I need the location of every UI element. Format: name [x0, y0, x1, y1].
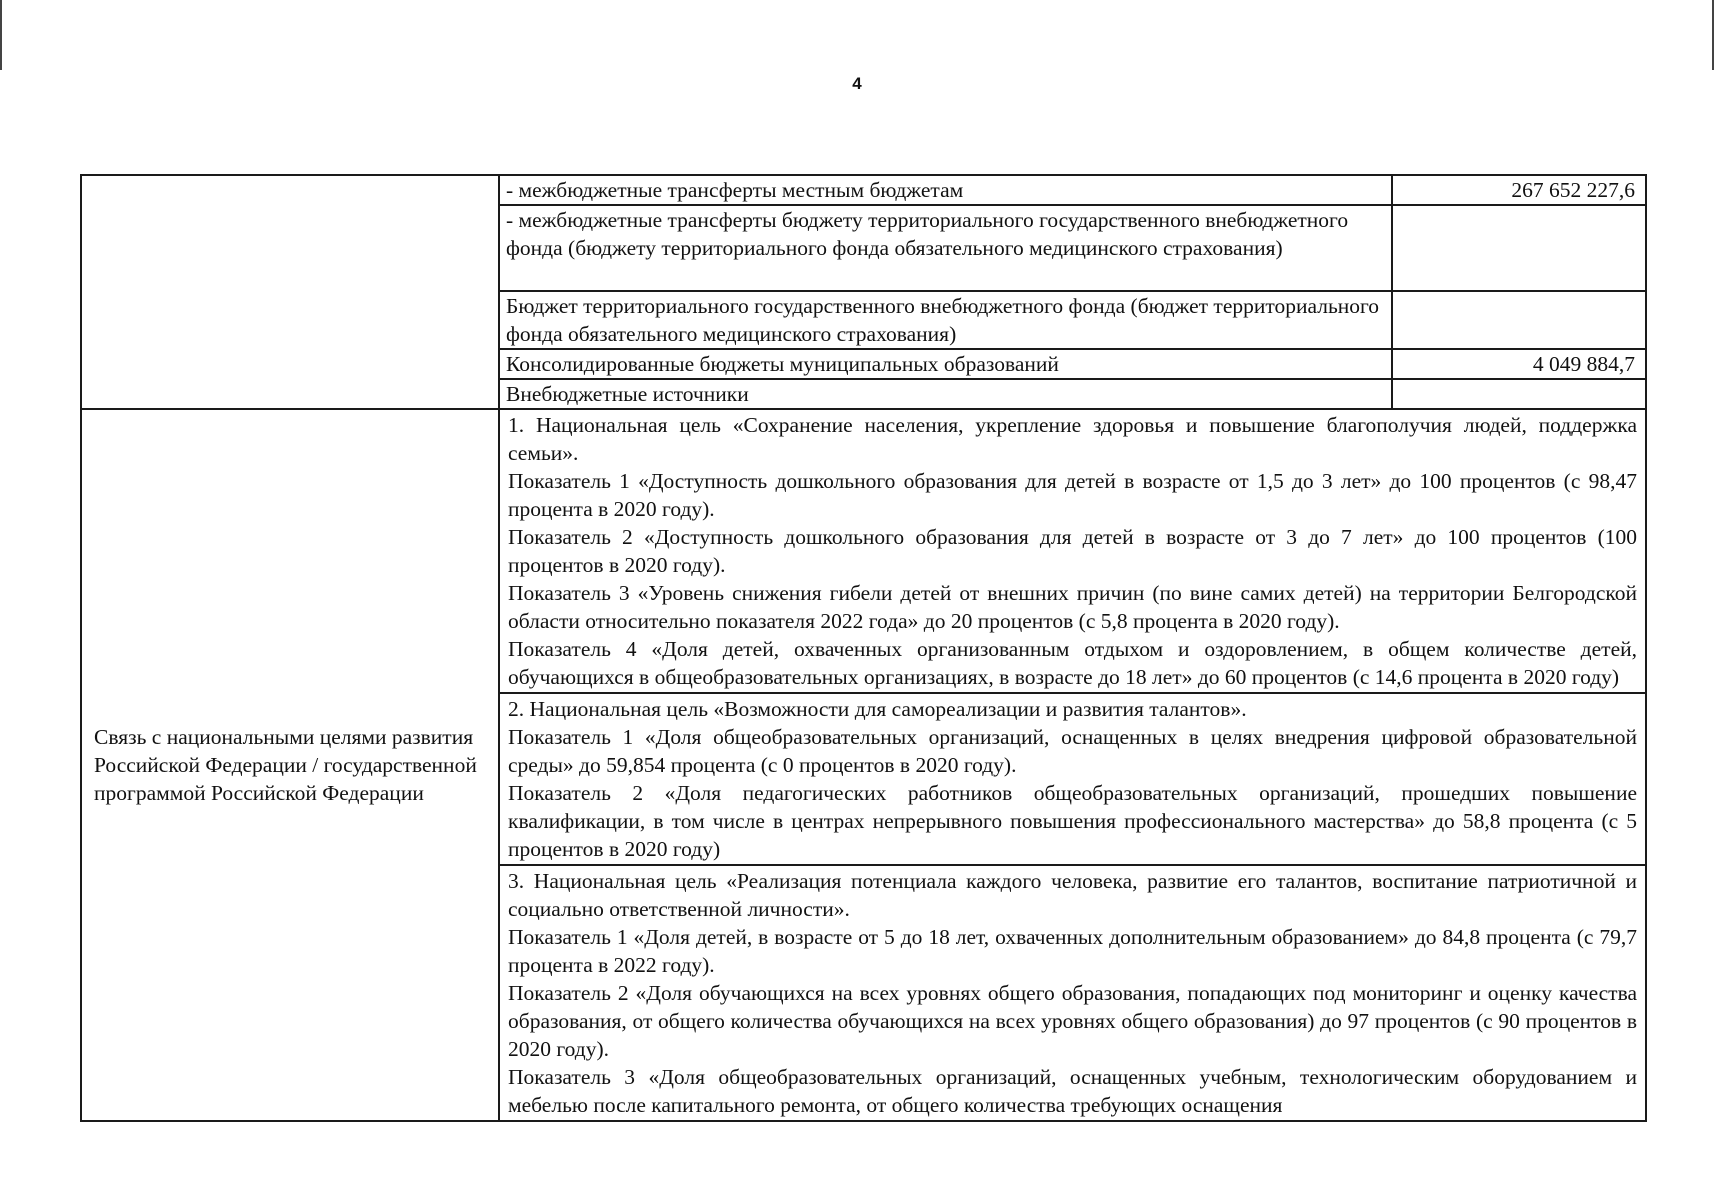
- goal-heading: 1. Национальная цель «Сохранение населения, укрепление здоровья и повышение благополучия людей, поддержка семьи».: [508, 413, 1637, 465]
- table-row: [81, 409, 1646, 693]
- passport-table: [80, 174, 1647, 1122]
- budget-amount-cell: [1392, 291, 1646, 349]
- budget-label-cell: Бюджет территориального государственного внебюджетного фонда (бюджет территориального фонда обязательного медицинского страхования): [499, 291, 1392, 349]
- indicator-text: Показатель 3 «Уровень снижения гибели детей от внешних причин (по вине самих детей) на территории Белгородской области относительно показателя 2022 года» до 20 процентов (с 5,8 процента в 2020 году).: [508, 581, 1637, 633]
- budget-amount-cell: 4 049 884,7: [1392, 349, 1646, 379]
- indicator-text: Показатель 3 «Доля общеобразовательных организаций, оснащенных учебным, технологическим оборудованием и мебелью после капитального ремонта, от общего количества требующих оснащения: [508, 1065, 1637, 1117]
- indicator-text: Показатель 2 «Доля педагогических работников общеобразовательных организаций, прошедших повышение квалификации, в том числе в центрах непрерывного повышения профессионального мастерства» до 58,8 процента (с 5 процентов в 2020 году): [508, 781, 1637, 861]
- indicator-text: Показатель 1 «Доступность дошкольного образования для детей в возрасте от 1,5 до 3 лет» до 100 процентов (с 98,47 процента в 2020 году).: [508, 469, 1637, 521]
- indicator-text: Показатель 1 «Доля детей, в возрасте от 5 до 18 лет, охваченных дополнительным образованием» до 84,8 процента (с 79,7 процента в 2022 году).: [508, 925, 1637, 977]
- national-goals-link-label: Связь с национальными целями развития Российской Федерации / государственной программой Российской Федерации: [81, 409, 499, 1121]
- budget-amount-cell: [1392, 205, 1646, 291]
- indicator-text: Показатель 1 «Доля общеобразовательных организаций, оснащенных в целях внедрения цифровой образовательной среды» до 59,854 процента (с 0 процентов в 2020 году).: [508, 725, 1637, 777]
- budget-amount-cell: [1392, 379, 1646, 409]
- goal-heading: 3. Национальная цель «Реализация потенциала каждого человека, развитие его талантов, воспитание патриотичной и социально ответственной личности».: [508, 869, 1637, 921]
- budget-label-cell: Внебюджетные источники: [499, 379, 1392, 409]
- goal-heading: 2. Национальная цель «Возможности для самореализации и развития талантов».: [508, 697, 1247, 721]
- table-row: [81, 175, 1646, 205]
- budget-label-cell: - межбюджетные трансферты местным бюджетам: [499, 175, 1392, 205]
- scan-edge-mark: [0, 0, 2, 70]
- indicator-text: Показатель 2 «Доля обучающихся на всех уровнях общего образования, попадающих под мониторинг и оценку качества образования, от общего количества обучающихся на всех уровнях общего образования) до 97 процентов (с 90 процентов в 2020 году).: [508, 981, 1637, 1061]
- budget-amount-cell: 267 652 227,6: [1392, 175, 1646, 205]
- empty-label-cell: [81, 175, 499, 409]
- page-number: 4: [852, 74, 862, 93]
- national-goal-block-3: [499, 865, 1646, 1121]
- indicator-text: Показатель 2 «Доступность дошкольного образования для детей в возрасте от 3 до 7 лет» до 100 процентов (100 процентов в 2020 году).: [508, 525, 1637, 577]
- budget-label-cell: Консолидированные бюджеты муниципальных образований: [499, 349, 1392, 379]
- national-goal-block-2: [499, 693, 1646, 865]
- budget-label-cell: - межбюджетные трансферты бюджету территориального государственного внебюджетного фонда (бюджету территориального фонда обязательного медицинского страхования): [499, 205, 1392, 291]
- national-goal-block-1: [499, 409, 1646, 693]
- indicator-text: Показатель 4 «Доля детей, охваченных организованным отдыхом и оздоровлением, в общем количестве детей, обучающихся в общеобразовательных организациях, в возрасте до 18 лет» до 60 процентов (с 14,6 процента в 2020 году): [508, 637, 1637, 689]
